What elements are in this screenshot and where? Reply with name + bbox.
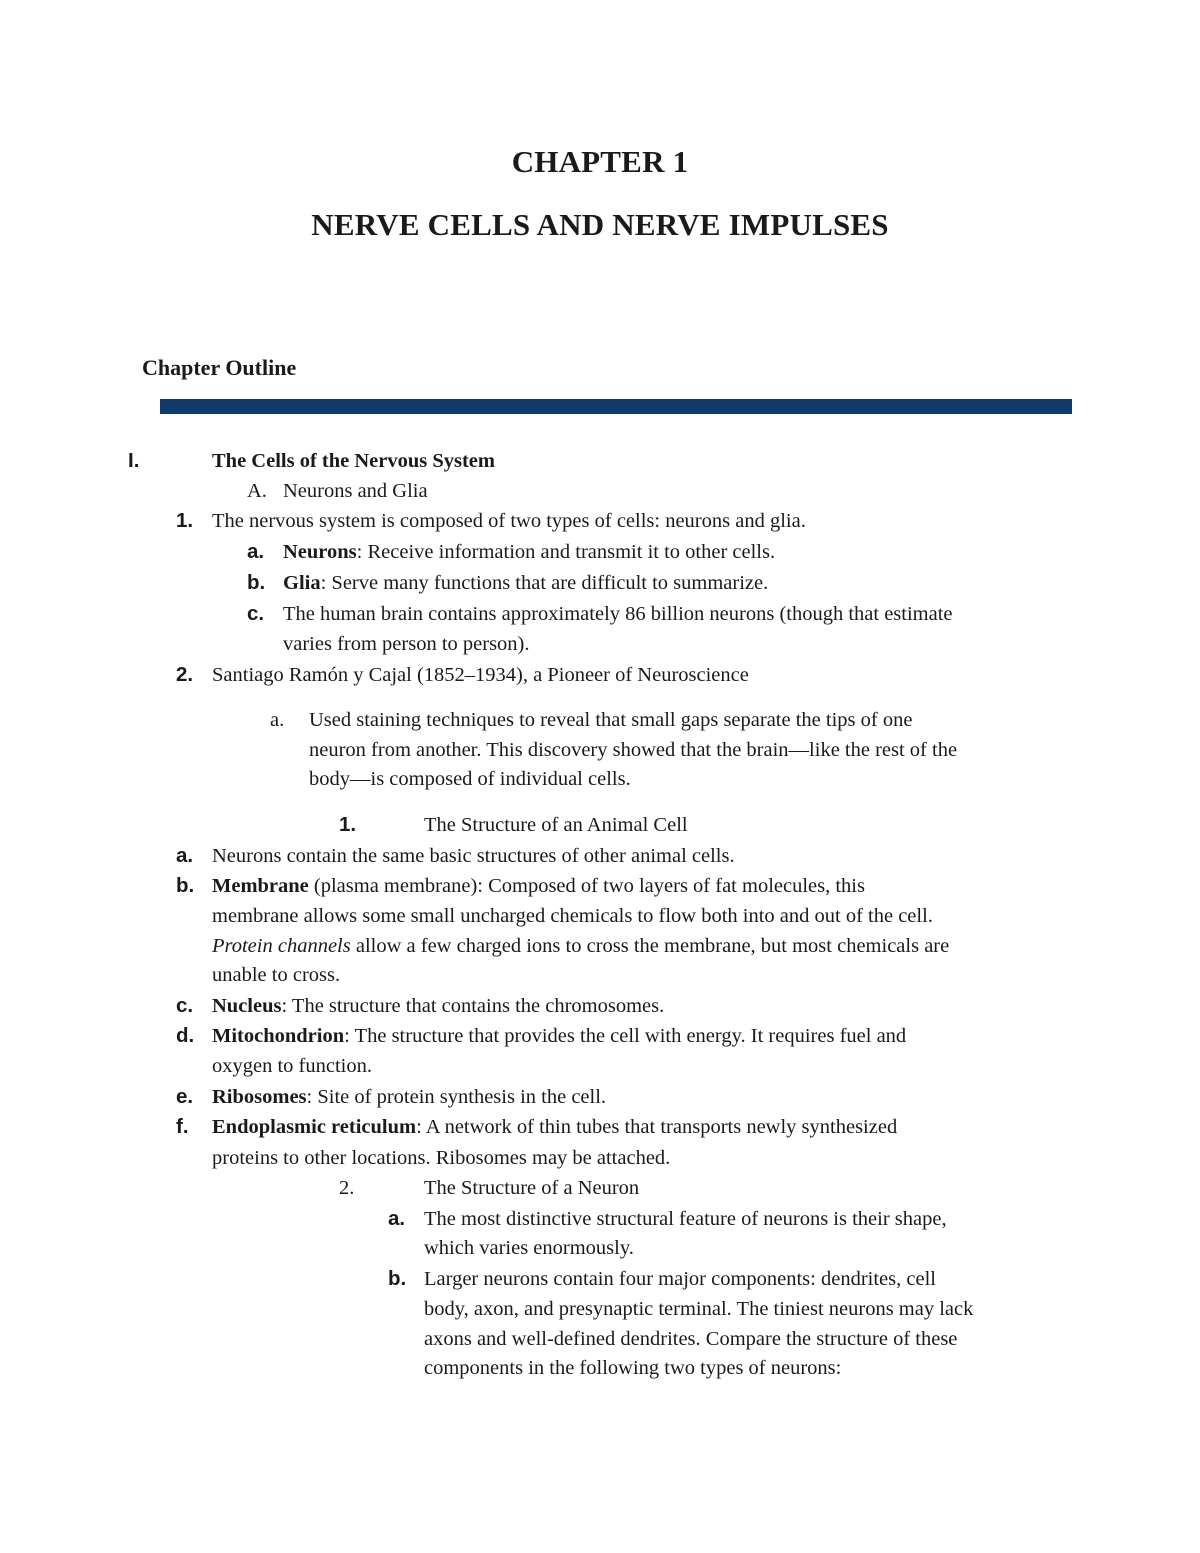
chapter-title: NERVE CELLS AND NERVE IMPULSES	[311, 207, 889, 242]
definition: (plasma membrane): Composed of two layers of fat molecules, this	[308, 875, 865, 897]
list-item-line	[212, 934, 949, 958]
definition: : A network of thin tubes that transports newly synthesized	[416, 1116, 898, 1138]
definition: allow a few charged ions to cross the membrane, but most chemicals are	[350, 935, 950, 957]
list-marker: c.	[247, 602, 265, 625]
term: Mitochondrion	[212, 1025, 345, 1047]
section-divider	[160, 399, 1072, 414]
term: Glia	[283, 572, 321, 594]
subsection-marker: A.	[247, 480, 267, 502]
list-item-line: components in the following two types of neurons:	[424, 1357, 842, 1379]
definition: : The structure that provides the cell with energy. It requires fuel and	[344, 1025, 907, 1047]
list-item-line: The most distinctive structural feature of neurons is their shape,	[424, 1208, 947, 1230]
list-item-line: Larger neurons contain four major components: dendrites, cell	[424, 1268, 936, 1290]
list-marker: a.	[247, 540, 265, 563]
list-marker: d.	[176, 1024, 195, 1047]
outline-heading: Chapter Outline	[142, 355, 297, 380]
list-marker: b.	[388, 1267, 407, 1290]
chapter-number: CHAPTER 1	[511, 144, 689, 179]
list-item: Santiago Ramón y Cajal (1852–1934), a Pioneer of Neuroscience	[212, 664, 749, 686]
list-item-line: oxygen to function.	[212, 1055, 372, 1077]
list-item-line: proteins to other locations. Ribosomes may be attached.	[212, 1147, 671, 1169]
list-item-line	[212, 874, 865, 898]
list-item-line: Used staining techniques to reveal that small gaps separate the tips of one	[309, 709, 913, 731]
term: Ribosomes	[212, 1086, 307, 1108]
list-item-line: neuron from another. This discovery showed that the brain—like the rest of the	[309, 739, 958, 761]
list-item-line: membrane allows some small uncharged chemicals to flow both into and out of the cell.	[212, 905, 933, 927]
list-marker: b.	[176, 874, 195, 897]
italic-term: Protein channels	[212, 935, 351, 957]
list-item-line: unable to cross.	[212, 964, 341, 986]
subsection-heading: The Structure of an Animal Cell	[424, 814, 688, 836]
subsection-heading: The Structure of a Neuron	[424, 1177, 640, 1199]
list-item	[212, 1085, 606, 1109]
list-item-line: body—is composed of individual cells.	[309, 768, 631, 790]
definition: : Receive information and transmit it to other cells.	[356, 541, 776, 563]
list-marker: b.	[247, 571, 266, 594]
list-marker: 2.	[176, 663, 194, 686]
list-marker: 1.	[339, 813, 357, 836]
term: Nucleus	[212, 995, 282, 1017]
list-marker: 1.	[176, 509, 194, 532]
list-item	[283, 540, 775, 564]
definition: : The structure that contains the chromosomes.	[281, 995, 665, 1017]
term: Neurons	[283, 541, 357, 563]
list-item: The nervous system is composed of two types of cells: neurons and glia.	[212, 510, 806, 532]
list-item: Neurons contain the same basic structures of other animal cells.	[212, 845, 735, 867]
definition: : Serve many functions that are difficult to summarize.	[320, 572, 769, 594]
list-item-line	[212, 1115, 897, 1139]
list-marker: a.	[388, 1207, 406, 1230]
list-marker: c.	[176, 994, 194, 1017]
term: Membrane	[212, 875, 309, 897]
list-item-line: body, axon, and presynaptic terminal. The tiniest neurons may lack	[424, 1298, 974, 1320]
definition: : Site of protein synthesis in the cell.	[306, 1086, 607, 1108]
list-item-line: axons and well-defined dendrites. Compare the structure of these	[424, 1328, 958, 1350]
subsection-heading: Neurons and Glia	[283, 480, 428, 502]
list-marker: f.	[176, 1115, 189, 1138]
section-heading: The Cells of the Nervous System	[212, 450, 495, 472]
list-item-line: The human brain contains approximately 86 billion neurons (though that estimate	[283, 603, 953, 625]
list-item-line: varies from person to person).	[283, 633, 530, 655]
list-marker: a.	[176, 844, 194, 867]
term: Endoplasmic reticulum	[212, 1116, 417, 1138]
list-item	[283, 571, 768, 595]
list-marker: a.	[270, 709, 285, 731]
list-item	[212, 994, 664, 1018]
list-item-line: which varies enormously.	[424, 1237, 634, 1259]
section-marker: I.	[128, 449, 140, 472]
list-marker: e.	[176, 1085, 194, 1108]
list-marker: 2.	[339, 1177, 355, 1199]
list-item-line	[212, 1024, 906, 1048]
